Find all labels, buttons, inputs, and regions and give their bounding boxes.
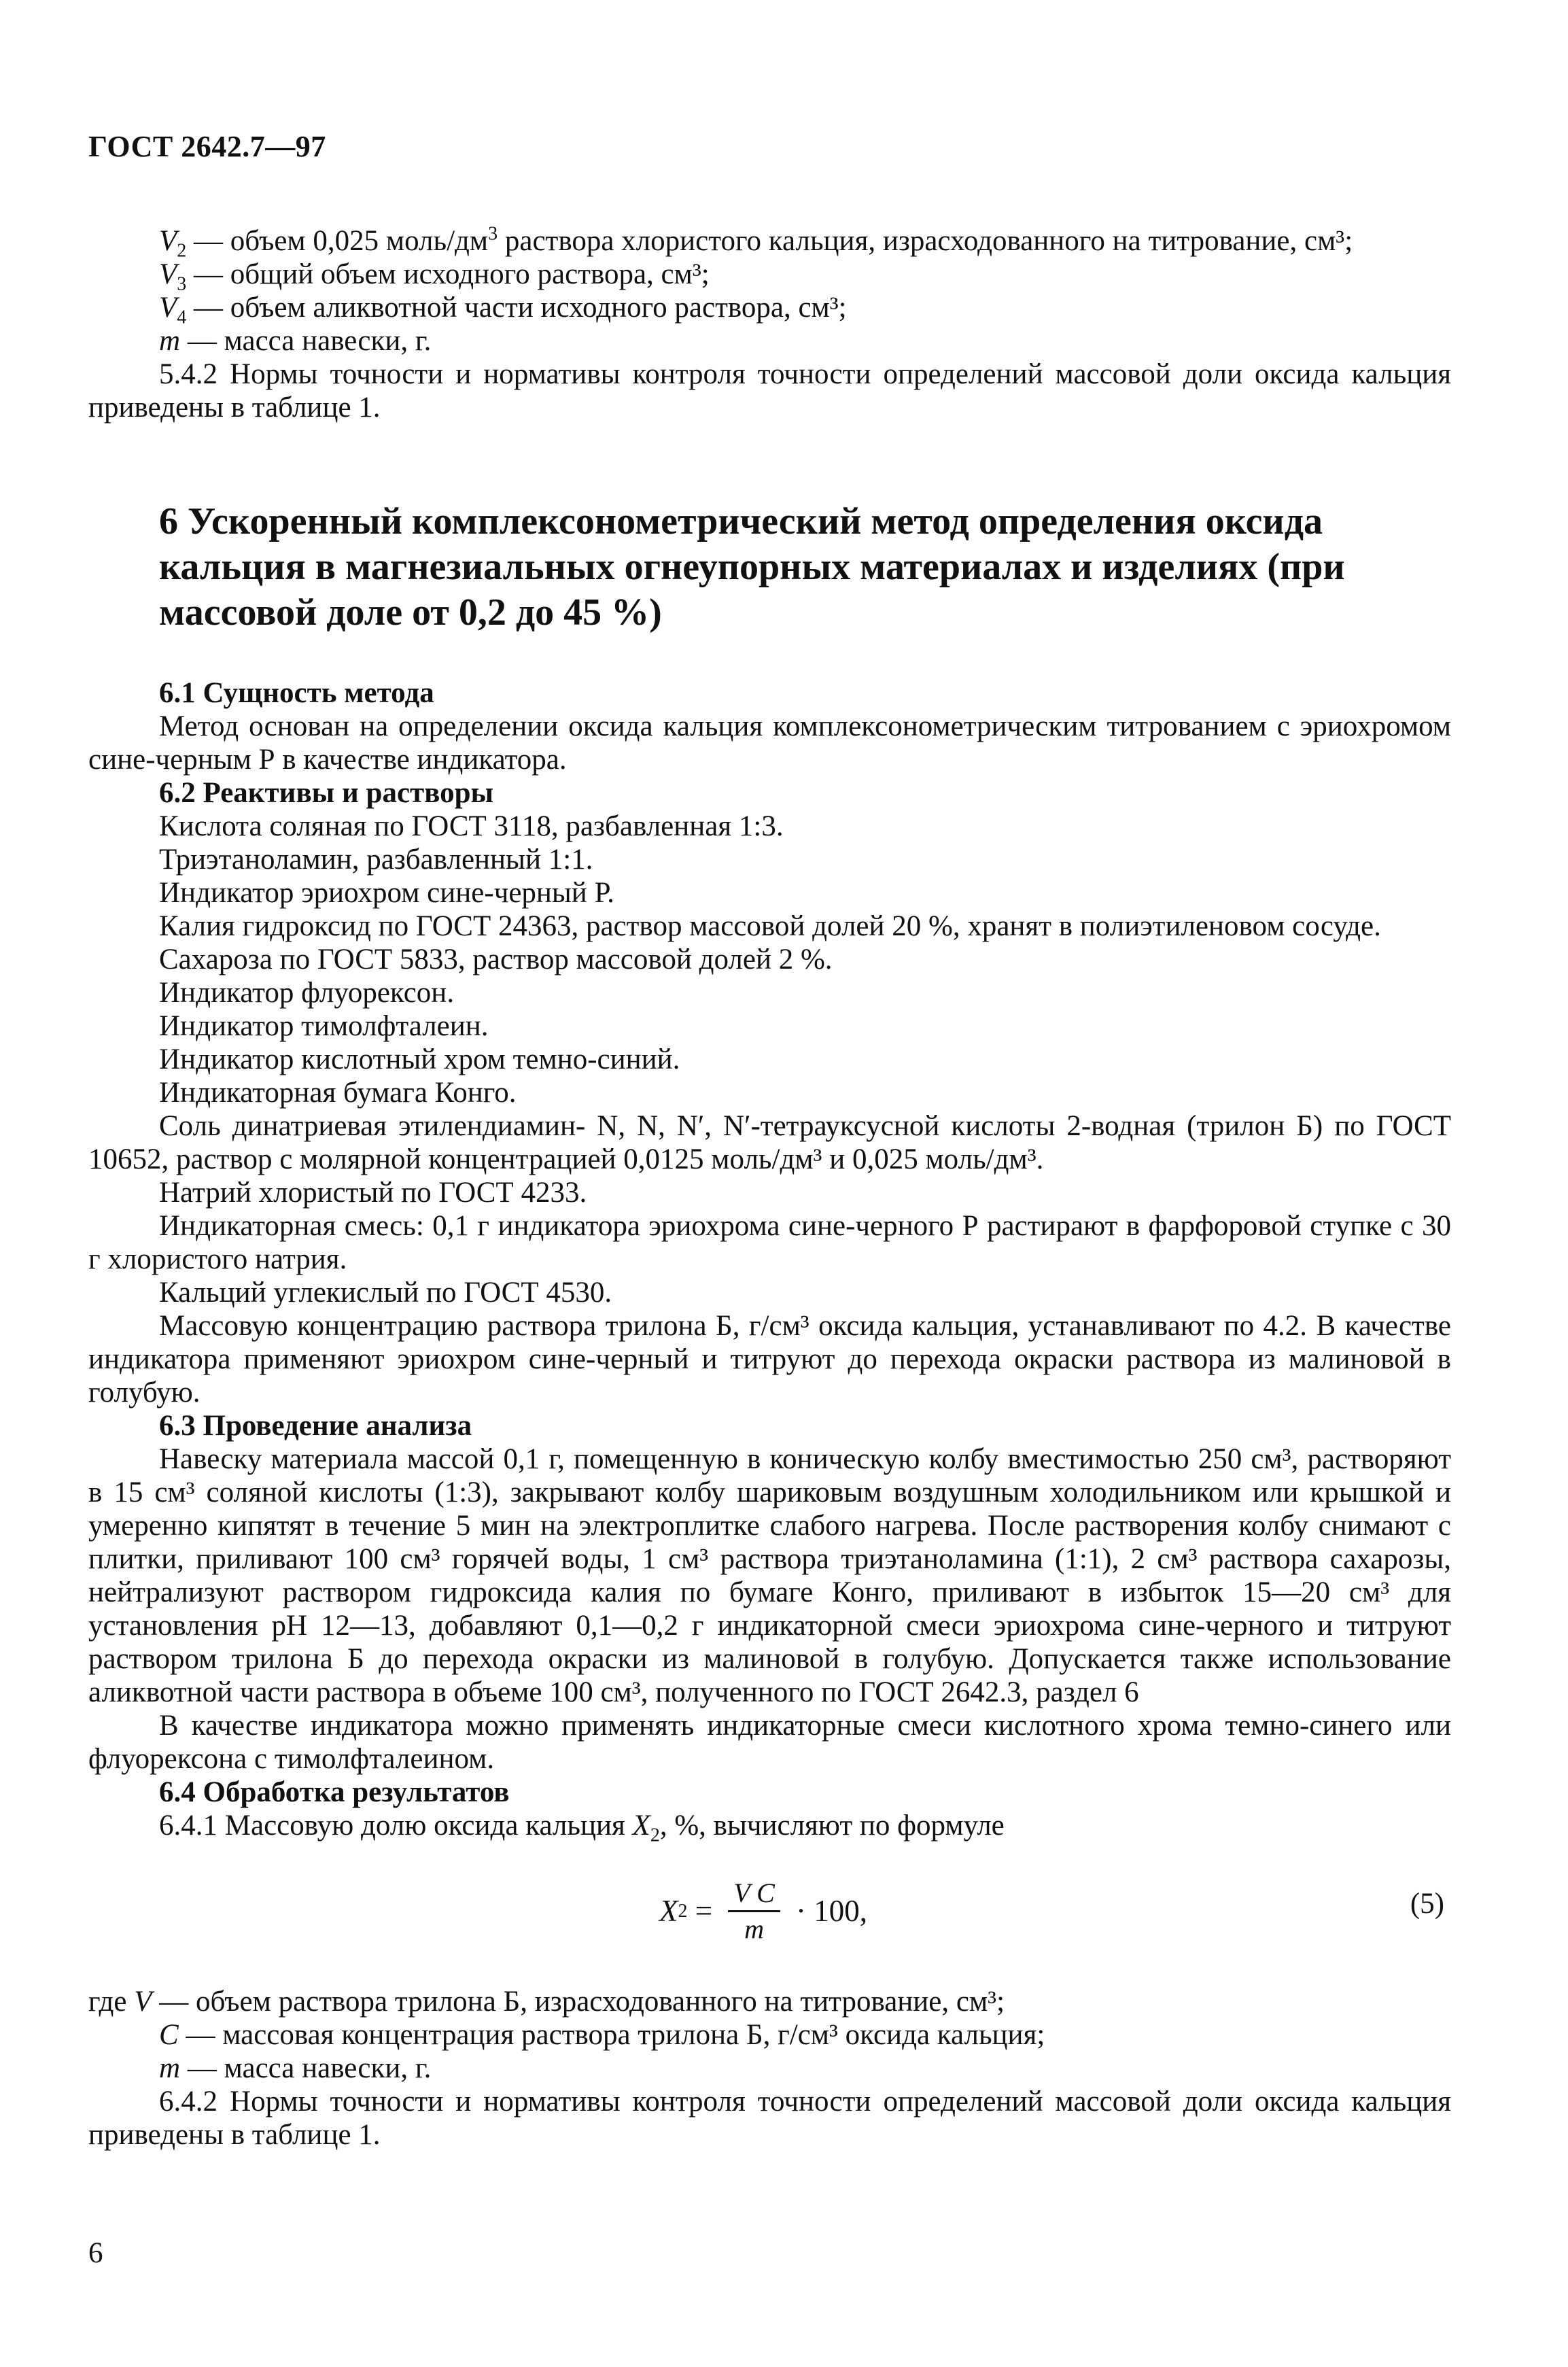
symbol: V bbox=[159, 225, 177, 257]
subsection-6-4-heading: 6.4 Обработка результатов bbox=[159, 1776, 510, 1808]
formula-denominator: m bbox=[744, 1914, 765, 1944]
formula-fraction bbox=[728, 1878, 780, 1945]
definition-c bbox=[88, 2018, 1451, 2052]
symbol: m bbox=[159, 325, 181, 357]
paragraph-text: 6.4.1 Массовую долю оксида кальция bbox=[159, 1810, 633, 1842]
formula-equals: = bbox=[687, 1894, 720, 1928]
formula-numerator: V C bbox=[728, 1878, 780, 1912]
symbol-subscript: 2 bbox=[650, 1825, 660, 1846]
paragraph-5-4-2: 5.4.2 Нормы точности и нормативы контроля точности определений массовой доли оксида кальция приведены в таблице 1. bbox=[88, 358, 1451, 424]
reagent-item: Массовую концентрацию раствора трилона Б, г/см³ оксида кальция, устанавливают по 4.2. В качестве индикатора применяют эриохром сине-черный и титруют до перехода окраски раствора из малиновой в голубую. bbox=[88, 1310, 1451, 1409]
reagent-item: Индикаторная бумага Конго. bbox=[159, 1077, 517, 1109]
definition-m-2 bbox=[88, 2052, 1451, 2085]
paragraph-text: , %, вычисляют по формуле bbox=[659, 1810, 1005, 1842]
reagent-item: Кислота соляная по ГОСТ 3118, разбавленная 1:3. bbox=[159, 810, 784, 842]
paragraph-6-1: Метод основан на определении оксида кальция комплексонометрическим титрованием с эриохромом сине-черным Р в качестве индикатора. bbox=[88, 710, 1451, 776]
reagent-item: Индикатор флуорексон. bbox=[159, 977, 455, 1009]
definition-text-tail: раствора хлористого кальция, израсходованного на титрование, см³; bbox=[498, 225, 1353, 257]
formula-tail: · 100, bbox=[788, 1894, 868, 1928]
symbol: X bbox=[632, 1810, 650, 1842]
reagent-item: Натрий хлористый по ГОСТ 4233. bbox=[159, 1177, 587, 1209]
variable-definitions-bottom bbox=[88, 1985, 1451, 2085]
formula: X 2 = $\frac{\text{V C}}{m}$ · 100, bbox=[659, 1878, 868, 1944]
definition-v bbox=[88, 1985, 1451, 2018]
definition-text: — масса навески, г. bbox=[180, 325, 432, 357]
variable-definitions-top bbox=[88, 224, 1451, 358]
definition-m bbox=[88, 324, 1451, 358]
symbol: V bbox=[134, 1986, 152, 2018]
definition-text: — объем 0,025 моль/дм bbox=[186, 225, 489, 257]
document-body bbox=[88, 224, 1451, 2152]
paragraph-6-4-2: 6.4.2 Нормы точности и нормативы контроля точности определений массовой доли оксида кальция приведены в таблице 1. bbox=[88, 2086, 1451, 2151]
subsection-6-2-heading: 6.2 Реактивы и растворы bbox=[159, 777, 494, 809]
reagent-item: Соль динатриевая этилендиамин- N, N, N′, N′-тетрауксусной кислоты 2-водная (трилон Б) по ГОСТ 10652, раствор с молярной концентрацией 0,0125 моль/дм³ и 0,025 моль/дм³. bbox=[88, 1110, 1451, 1175]
section-6-title: 6 Ускоренный комплексонометрический метод определения оксида кальция в магнезиальных огнеупорных материалах и изделиях (при массовой доле от 0,2 до 45 %) bbox=[159, 500, 1345, 634]
definition-text: — масса навески, г. bbox=[180, 2052, 432, 2084]
superscript: 3 bbox=[488, 223, 498, 245]
reagent-item: Индикаторная смесь: 0,1 г индикатора эриохрома сине-черного Р растирают в фарфоровой ступке с 30 г хлористого натрия. bbox=[88, 1210, 1451, 1275]
formula-number: (5) bbox=[1410, 1888, 1444, 1920]
symbol: C bbox=[159, 2019, 179, 2051]
definition-text: — объем раствора трилона Б, израсходованного на титрование, см³; bbox=[152, 1986, 1005, 2018]
symbol-subscript: 3 bbox=[177, 273, 187, 295]
formula-lhs: X bbox=[659, 1894, 678, 1928]
page-number: 6 bbox=[88, 2237, 103, 2269]
reagent-item: Сахароза по ГОСТ 5833, раствор массовой долей 2 %. bbox=[159, 944, 833, 975]
symbol: m bbox=[159, 2052, 181, 2084]
reagent-item: Калия гидроксид по ГОСТ 24363, раствор массовой долей 20 %, хранят в полиэтиленовом сосуде. bbox=[159, 910, 1381, 942]
symbol: V bbox=[159, 292, 177, 324]
definition-v4 bbox=[88, 291, 1451, 328]
definition-v3 bbox=[88, 258, 1451, 295]
reagent-item: Триэтаноламин, разбавленный 1:1. bbox=[159, 844, 593, 876]
reagent-item: Индикатор эриохром сине-черный Р. bbox=[159, 877, 614, 909]
reagent-item: Индикатор тимолфталеин. bbox=[159, 1010, 489, 1042]
formula-block bbox=[88, 1863, 1451, 1958]
paragraph-6-3-indicators: В качестве индикатора можно применять индикаторные смеси кислотного хрома темно-синего или флуорексона с тимолфталеином. bbox=[88, 1710, 1451, 1775]
paragraph-6-3-procedure: Навеску материала массой 0,1 г, помещенную в коническую колбу вместимостью 250 см³, растворяют в 15 см³ соляной кислоты (1:3), закрывают колбу шариковым воздушным холодильником или крышкой и умеренно кипятят в течение 5 мин на электроплитке слабого нагрева. После растворения колбу снимают с плитки, приливают 100 см³ горячей воды, 1 см³ раствора триэтаноламина (1:1), 2 см³ раствора сахарозы, нейтрализуют раствором гидроксида калия по бумаге Конго, приливают в избыток 15—20 см³ для установления pH 12—13, добавляют 0,1—0,2 г индикаторной смеси эриохрома сине-черного и титруют раствором трилона Б до перехода окраски из малиновой в голубую. Допускается также использование аликвотной части раствора в объеме 100 см³, полученного по ГОСТ 2642.3, раздел 6 bbox=[88, 1443, 1451, 1708]
definition-v2 bbox=[88, 223, 1451, 262]
subsection-6-3-heading: 6.3 Проведение анализа bbox=[159, 1410, 472, 1442]
symbol: V bbox=[159, 258, 177, 290]
reagent-item: Кальций углекислый по ГОСТ 4530. bbox=[159, 1277, 612, 1309]
subsection-6-1-heading: 6.1 Сущность метода bbox=[159, 677, 434, 709]
definition-text: — общий объем исходного раствора, см³; bbox=[186, 258, 710, 290]
document-header: ГОСТ 2642.7—97 bbox=[88, 130, 326, 163]
definition-text: — объем аликвотной части исходного раствора, см³; bbox=[186, 292, 847, 324]
paragraph-6-4-1 bbox=[88, 1809, 1451, 1846]
where-label: где bbox=[88, 1986, 135, 2018]
symbol-subscript: 4 bbox=[177, 307, 187, 328]
symbol-subscript: 2 bbox=[177, 240, 187, 262]
reagent-item: Индикатор кислотный хром темно-синий. bbox=[159, 1043, 680, 1075]
definition-text: — массовая концентрация раствора трилона Б, г/см³ оксида кальция; bbox=[178, 2019, 1045, 2051]
